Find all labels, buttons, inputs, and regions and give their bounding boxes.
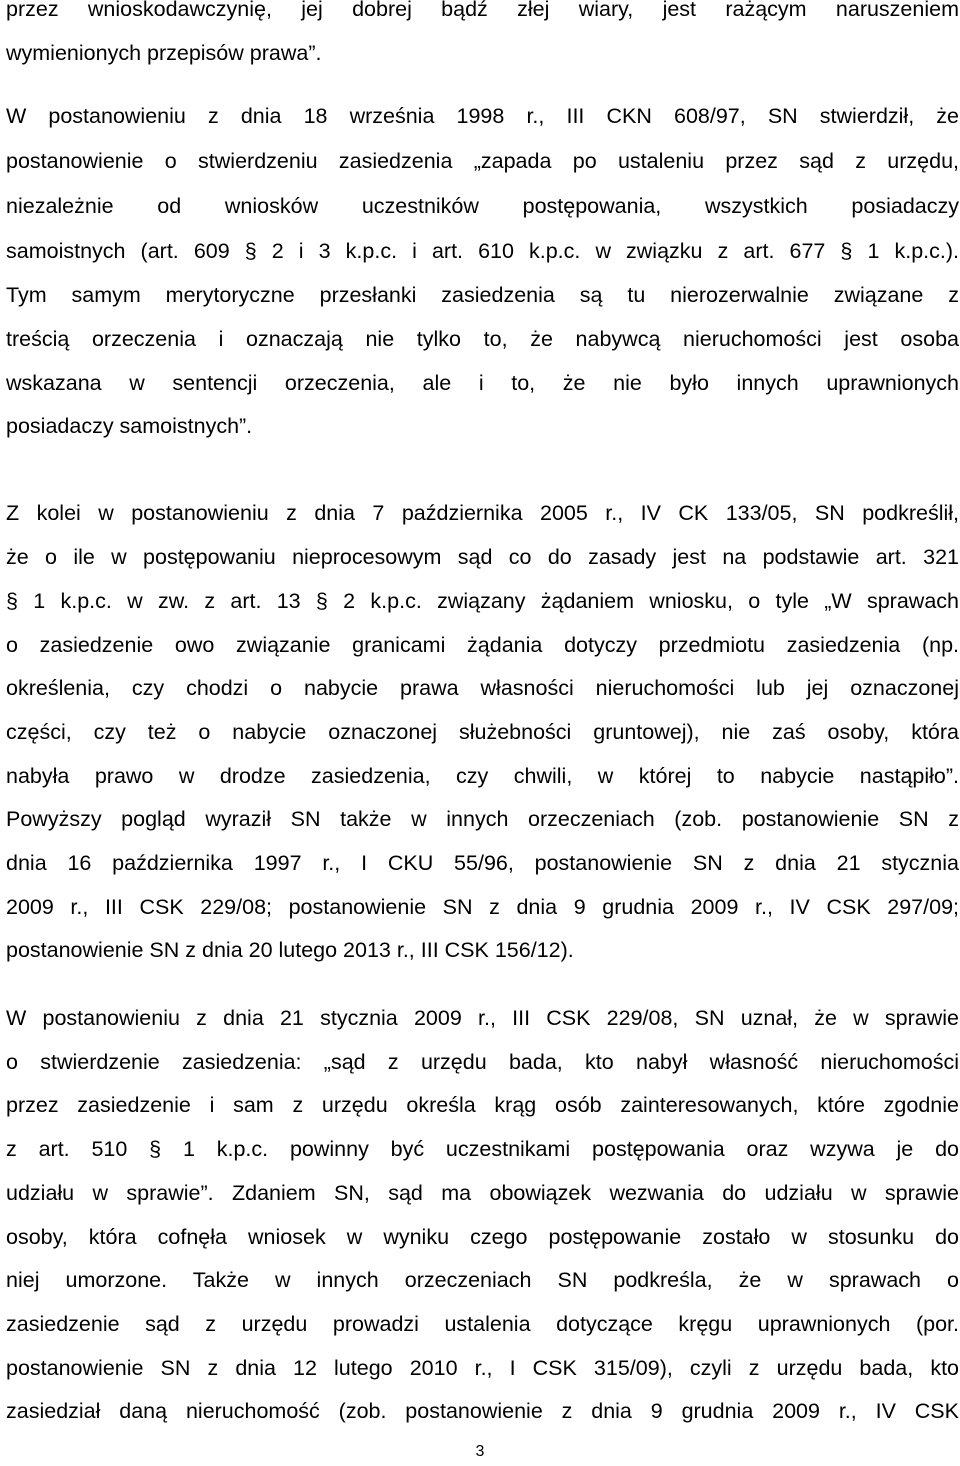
text-line: samoistnych (art. 609 § 2 i 3 k.p.c. i art. 610 k.p.c. w związku z art. 677 § 1 k.p.c.). — [6, 239, 959, 263]
text-line: osoby, która cofnęła wniosek w wyniku czego postępowanie zostało w stosunku do — [6, 1225, 959, 1249]
text-line: określenia, czy chodzi o nabycie prawa własności nieruchomości lub jej oznaczonej — [6, 676, 959, 700]
text-line: postanowienie SN z dnia 20 lutego 2013 r., III CSK 156/12). — [6, 938, 574, 962]
text-line: nabyła prawo w drodze zasiedzenia, czy chwili, w której to nabycie nastąpiło”. — [6, 764, 959, 788]
text-line: niezależnie od wniosków uczestników postępowania, wszystkich posiadaczy — [6, 194, 959, 218]
text-line: zasiedzenie sąd z urzędu prowadzi ustalenia dotyczące kręgu uprawnionych (por. — [6, 1312, 959, 1336]
text-line: wskazana w sentencji orzeczenia, ale i to, że nie było innych uprawnionych — [6, 371, 959, 395]
text-line: Z kolei w postanowieniu z dnia 7 października 2005 r., IV CK 133/05, SN podkreślił, — [6, 501, 959, 525]
text-line: W postanowieniu z dnia 21 stycznia 2009 r., III CSK 229/08, SN uznał, że w sprawie — [6, 1006, 959, 1030]
text-line: przez zasiedzenie i sam z urzędu określa krąg osób zainteresowanych, które zgodnie — [6, 1093, 959, 1117]
text-line: udziału w sprawie”. Zdaniem SN, sąd ma obowiązek wezwania do udziału w sprawie — [6, 1181, 959, 1205]
text-line: dnia 16 października 1997 r., I CKU 55/96, postanowienie SN z dnia 21 stycznia — [6, 851, 959, 875]
text-line: że o ile w postępowaniu nieprocesowym sąd co do zasady jest na podstawie art. 321 — [6, 545, 959, 569]
text-line: przez wnioskodawczynię, jej dobrej bądź złej wiary, jest rażącym naruszeniem — [6, 0, 959, 21]
text-line: treścią orzeczenia i oznaczają nie tylko to, że nabywcą nieruchomości jest osoba — [6, 327, 959, 351]
text-line: z art. 510 § 1 k.p.c. powinny być uczestnikami postępowania oraz wzywa je do — [6, 1137, 959, 1161]
text-line: części, czy też o nabycie oznaczonej służebności gruntowej), nie zaś osoby, która — [6, 720, 959, 744]
text-line: wymienionych przepisów prawa”. — [6, 41, 322, 65]
text-line: niej umorzone. Także w innych orzeczeniach SN podkreśla, że w sprawach o — [6, 1268, 959, 1292]
text-line: postanowienie SN z dnia 12 lutego 2010 r., I CSK 315/09), czyli z urzędu bada, kto — [6, 1356, 959, 1380]
text-line: Powyższy pogląd wyraził SN także w innych orzeczeniach (zob. postanowienie SN z — [6, 807, 959, 831]
text-line: Tym samym merytoryczne przesłanki zasiedzenia są tu nierozerwalnie związane z — [6, 283, 959, 307]
text-line: 2009 r., III CSK 229/08; postanowienie SN z dnia 9 grudnia 2009 r., IV CSK 297/09; — [6, 895, 959, 919]
text-line: o zasiedzenie owo związanie granicami żądania dotyczy przedmiotu zasiedzenia (np. — [6, 633, 959, 657]
text-line: § 1 k.p.c. w zw. z art. 13 § 2 k.p.c. związany żądaniem wniosku, o tyle „W sprawach — [6, 589, 959, 613]
text-line: zasiedział daną nieruchomość (zob. postanowienie z dnia 9 grudnia 2009 r., IV CSK — [6, 1399, 959, 1423]
text-line: postanowienie o stwierdzeniu zasiedzenia „zapada po ustaleniu przez sąd z urzędu, — [6, 149, 959, 173]
text-line: posiadaczy samoistnych”. — [6, 414, 253, 438]
page-number: 3 — [475, 1443, 485, 1460]
text-line: o stwierdzenie zasiedzenia: „sąd z urzędu bada, kto nabył własność nieruchomości — [6, 1050, 959, 1074]
text-line: W postanowieniu z dnia 18 września 1998 r., III CKN 608/97, SN stwierdził, że — [6, 104, 959, 128]
